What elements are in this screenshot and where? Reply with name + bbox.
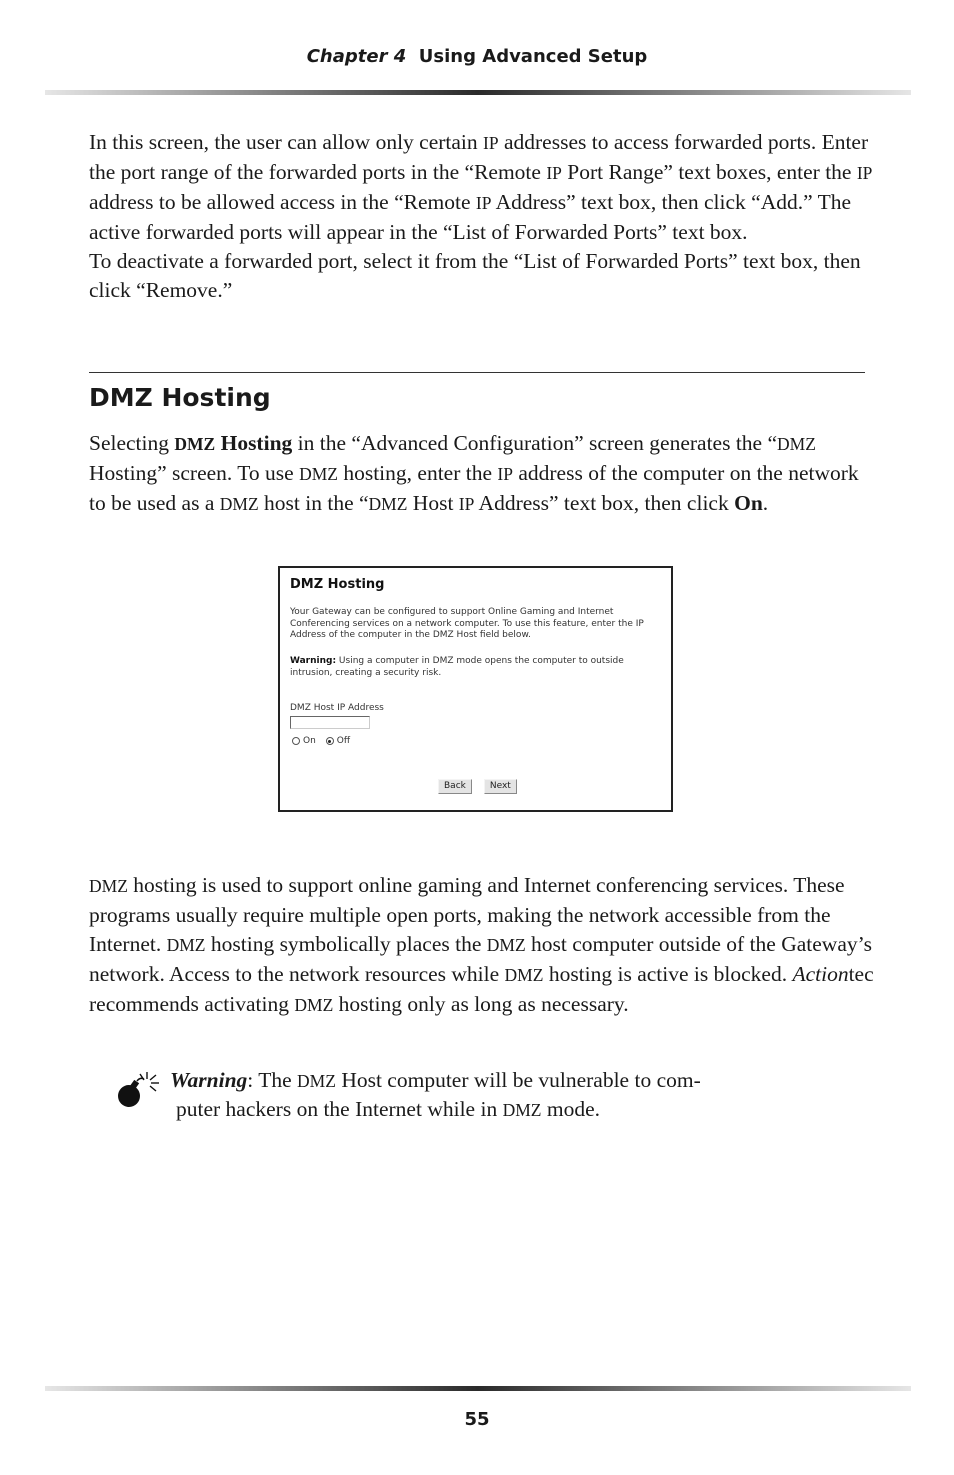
screenshot-description: Your Gateway can be configured to support Online Gaming and Internet Conferencing services on a network computer. To use this feature, enter the IP Address of the computer in the DMZ Host field below. <box>290 607 644 640</box>
section-title: DMZ Hosting <box>89 383 271 412</box>
page-number: 55 <box>464 1409 490 1430</box>
warning-line-1: Warning: The DMZ Host computer will be vulnerable to com- <box>170 1068 701 1092</box>
running-header <box>0 46 954 67</box>
bomb-icon <box>116 1072 164 1108</box>
intro-text <box>89 128 879 305</box>
dmz-explanation-paragraph: DMZ hosting is used to support online gaming and Internet conferencing services. These programs usually require multiple open ports, making the network accessible from the Internet. DMZ hosting symbolically places the DMZ host computer outside of the Gateway’s network. Access to the network resources while DMZ hosting is active is blocked. Actiontec recommends activating DMZ hosting only as long as necessary. <box>89 873 874 1016</box>
radio-off-circle[interactable] <box>326 737 334 745</box>
radio-off[interactable]: Off <box>326 736 350 746</box>
dmz-explanation <box>89 871 879 1020</box>
screenshot-title: DMZ Hosting <box>290 577 385 592</box>
chapter-label: Chapter 4 <box>306 46 407 67</box>
intro-paragraph-2: To deactivate a forwarded port, select it from the “List of Forwarded Ports” text box, then click “Remove.” <box>89 249 861 302</box>
chapter-title: Using Advanced Setup <box>418 46 648 67</box>
dmz-host-ip-input[interactable] <box>290 716 370 729</box>
dmz-host-ip-label: DMZ Host IP Address <box>290 703 384 713</box>
dmz-mode-radio-group <box>292 736 350 746</box>
intro-paragraph-1: In this screen, the user can allow only certain IP addresses to access forwarded ports. Enter the port range of the forwarded ports in the “Remote IP Port Range” text boxes, enter the IP address to be allowed access in the “Remote IP Address” text box, then click “Add.” The active forwarded ports will appear in the “List of Forwarded Ports” text box. <box>89 130 873 244</box>
radio-on-circle[interactable] <box>292 737 300 745</box>
radio-on[interactable]: On <box>292 736 316 746</box>
screenshot-buttons <box>438 779 517 794</box>
back-button[interactable]: Back <box>438 779 472 794</box>
screenshot-warning: Warning: Using a computer in DMZ mode opens the computer to outside intrusion, creating a security risk. <box>290 656 624 678</box>
warning-line-2: puter hackers on the Internet while in DMZ mode. <box>176 1097 600 1121</box>
section-divider <box>89 372 865 373</box>
footer-rule <box>45 1386 911 1391</box>
section-intro-paragraph: Selecting DMZ Hosting in the “Advanced Configuration” screen generates the “DMZ Hosting” screen. To use DMZ hosting, enter the IP address of the computer on the network to be used as a DMZ host in the “DMZ Host IP Address” text box, then click On. <box>89 431 859 515</box>
section-intro <box>89 429 879 519</box>
header-rule <box>45 90 911 95</box>
dmz-hosting-screenshot <box>278 566 673 812</box>
next-button[interactable]: Next <box>484 779 517 794</box>
